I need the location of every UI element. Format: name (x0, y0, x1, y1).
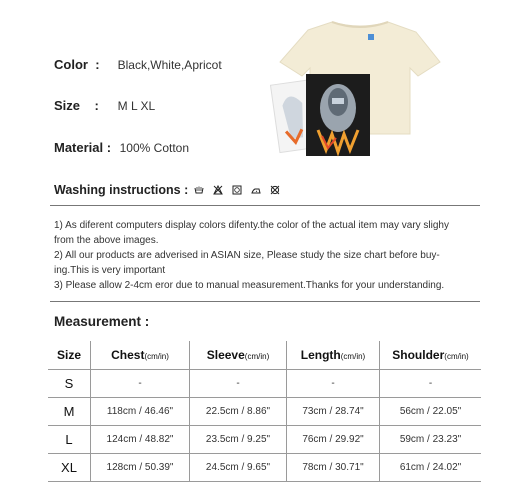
size-cell: XL (48, 454, 91, 482)
sleeve-cell: 23.5cm / 9.25" (190, 426, 287, 454)
iron-low-icon (251, 185, 261, 195)
material-value: 100% Cotton (119, 141, 190, 155)
length-cell: 78cm / 30.71" (287, 454, 380, 482)
size-cell: M (48, 398, 91, 426)
table-row (48, 426, 481, 454)
header-shoulder: Shoulder(cm/in) (380, 341, 482, 370)
header-sleeve: Sleeve(cm/in) (190, 341, 287, 370)
header-chest: Chest(cm/in) (91, 341, 190, 370)
chest-cell: 118cm / 46.46" (91, 398, 190, 426)
sleeve-cell: 22.5cm / 8.86" (190, 398, 287, 426)
washing-icons (194, 185, 280, 195)
no-bleach-icon (213, 185, 223, 195)
chest-cell: - (91, 370, 190, 398)
size-row (54, 98, 155, 113)
length-cell: 76cm / 29.92" (287, 426, 380, 454)
shoulder-cell: 61cm / 24.02" (380, 454, 482, 482)
size-label: Size : (54, 98, 99, 113)
size-value: M L XL (117, 99, 156, 113)
header-length: Length(cm/in) (287, 341, 380, 370)
table-row (48, 370, 481, 398)
hand-wash-icon (194, 185, 204, 195)
shoulder-cell: 59cm / 23.23" (380, 426, 482, 454)
washing-instructions (54, 183, 280, 197)
shoulder-cell: 56cm / 22.05" (380, 398, 482, 426)
length-cell: - (287, 370, 380, 398)
color-row (54, 57, 222, 72)
table-row (48, 454, 481, 482)
shoulder-cell: - (380, 370, 482, 398)
note-1: 1) As diferent computers display colors difenty.the color of the actual item may vary slighy from the above images. (54, 220, 449, 246)
chest-cell: 124cm / 48.82" (91, 426, 190, 454)
washing-label: Washing instructions : (54, 183, 189, 197)
divider (50, 205, 480, 206)
size-cell: L (48, 426, 91, 454)
color-value: Black,White,Apricot (117, 58, 222, 72)
material-row (54, 140, 189, 155)
chest-cell: 128cm / 50.39" (91, 454, 190, 482)
color-label: Color : (54, 57, 100, 72)
divider (50, 301, 480, 302)
material-label: Material : (54, 140, 112, 155)
note-2: 2) All our products are adverised in ASIAN size, Please study the size chart before buy-ing.This is very important (54, 250, 440, 276)
length-cell: 73cm / 28.74" (287, 398, 380, 426)
header-size: Size (48, 341, 91, 370)
note-3: 3) Please allow 2-4cm eror due to manual measurement.Thanks for your understanding. (54, 280, 445, 291)
sleeve-cell: 24.5cm / 9.65" (190, 454, 287, 482)
no-dry-clean-icon (270, 185, 280, 195)
size-chart-table (48, 341, 481, 482)
sleeve-cell: - (190, 370, 287, 398)
table-header-row (48, 341, 481, 370)
measurement-title: Measurement : (54, 314, 150, 329)
product-photo (270, 18, 450, 158)
brand-label-icon (368, 34, 374, 40)
notes (54, 218, 469, 293)
size-cell: S (48, 370, 91, 398)
tumble-dry-icon (232, 185, 242, 195)
table-row (48, 398, 481, 426)
